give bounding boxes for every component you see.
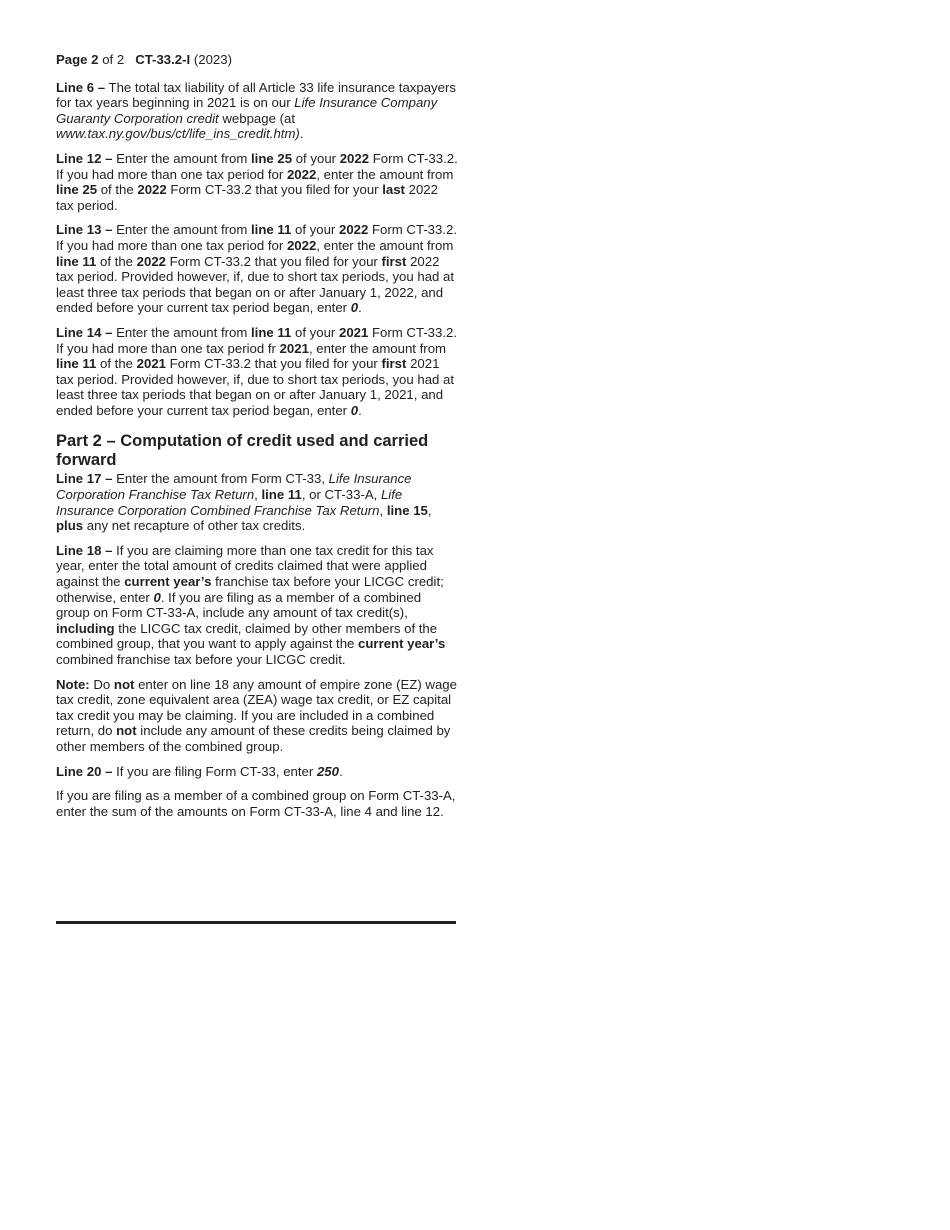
page-number: Page 2 [56, 52, 99, 67]
line-14-instruction: Line 14 – Enter the amount from line 11 of your 2021 Form CT-33.2. If you had more than one tax period fr 2021, enter the amount from line 11 of the 2021 Form CT-33.2 that you filed for your first 2021 tax period. Provided however, if, due to short tax periods, you had at least three tax periods that began on or after January 1, 2021, and ended before your current tax period began, enter 0. [56, 324, 457, 418]
text-column [56, 52, 458, 828]
line-6-instruction: Line 6 – The total tax liability of all Article 33 life insurance taxpayers for tax years beginning in 2021 is on our Life Insurance Company Guaranty Corporation credit webpage (at www.tax.ny.gov/bus/ct/life_ins_credit.htm). [56, 79, 456, 142]
line-17-instruction: Line 17 – Enter the amount from Form CT-33, Life Insurance Corporation Franchise Tax Return, line 11, or CT-33-A, Life Insurance Corporation Combined Franchise Tax Return, line 15, plus any net recapture of other tax credits. [56, 471, 432, 534]
end-rule [56, 921, 456, 924]
line-20-combined-group: If you are filing as a member of a combined group on Form CT-33-A, enter the sum of the amounts on Form CT-33-A, line 4 and line 12. [56, 788, 456, 819]
part-2-heading: Part 2 – Computation of credit used and carried forward [56, 432, 429, 470]
line-13-instruction: Line 13 – Enter the amount from line 11 of your 2022 Form CT-33.2. If you had more than one tax period for 2022, enter the amount from line 11 of the 2022 Form CT-33.2 that you filed for your first 2022 tax period. Provided however, if, due to short tax periods, you had at least three tax periods that began on or after January 1, 2022, and ended before your current tax period began, enter 0. [56, 222, 457, 316]
line-18-instruction: Line 18 – If you are claiming more than one tax credit for this tax year, enter the total amount of credits claimed that were applied against the current year’s franchise tax before your LICGC credit; otherwise, enter 0. If you are filing as a member of a combined group on Form CT-33-A, include any amount of tax credit(s), including the LICGC tax credit, claimed by other members of the combined group, that you want to apply against the current year’s combined franchise tax before your LICGC credit. [56, 542, 446, 667]
line-20-instruction: Line 20 – If you are filing Form CT-33, enter 250. [56, 763, 343, 779]
page-count: of 2 [102, 52, 125, 67]
page-header [56, 52, 458, 68]
form-year: (2023) [193, 52, 232, 67]
line-12-instruction: Line 12 – Enter the amount from line 25 of your 2022 Form CT-33.2. If you had more than one tax period for 2022, enter the amount from line 25 of the 2022 Form CT-33.2 that you filed for your last 2022 tax period. [56, 150, 458, 213]
form-number: CT-33.2-I [135, 52, 191, 67]
note-paragraph: Note: Do not enter on line 18 any amount of empire zone (EZ) wage tax credit, zone equivalent area (ZEA) wage tax credit, or EZ capital tax credit you may be claiming. If you are included in a combined return, do not include any amount of these credits being claimed by other members of the combined group. [56, 676, 457, 754]
